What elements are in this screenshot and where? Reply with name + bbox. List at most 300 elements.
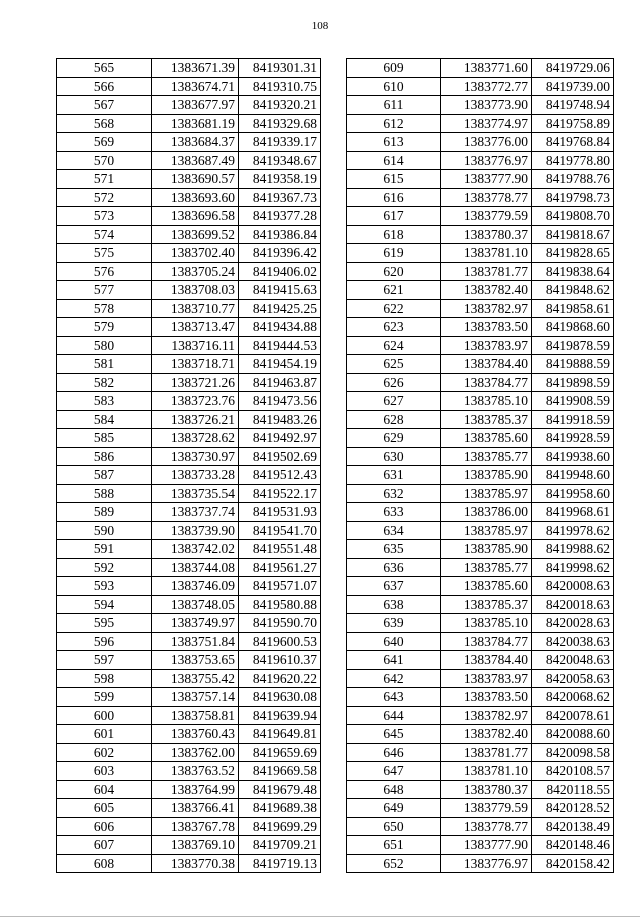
table-row xyxy=(57,392,321,411)
point-number-cell: 581 xyxy=(57,355,152,374)
point-number-cell: 591 xyxy=(57,540,152,559)
y-coordinate-cell: 8419908.59 xyxy=(532,392,614,411)
y-coordinate-cell: 8419386.84 xyxy=(239,225,321,244)
point-number-cell: 569 xyxy=(57,133,152,152)
point-number-cell: 579 xyxy=(57,318,152,337)
x-coordinate-cell: 1383776.97 xyxy=(441,151,532,170)
y-coordinate-cell: 8419659.69 xyxy=(239,743,321,762)
table-row xyxy=(347,225,614,244)
table-row xyxy=(57,817,321,836)
y-coordinate-cell: 8419758.89 xyxy=(532,114,614,133)
x-coordinate-cell: 1383785.37 xyxy=(441,595,532,614)
table-row xyxy=(57,540,321,559)
table-row xyxy=(347,540,614,559)
x-coordinate-cell: 1383784.40 xyxy=(441,355,532,374)
y-coordinate-cell: 8419669.58 xyxy=(239,762,321,781)
y-coordinate-cell: 8419958.60 xyxy=(532,484,614,503)
x-coordinate-cell: 1383744.08 xyxy=(152,558,239,577)
y-coordinate-cell: 8420028.63 xyxy=(532,614,614,633)
table-row xyxy=(347,466,614,485)
point-number-cell: 641 xyxy=(347,651,441,670)
point-number-cell: 647 xyxy=(347,762,441,781)
x-coordinate-cell: 1383687.49 xyxy=(152,151,239,170)
y-coordinate-cell: 8420088.60 xyxy=(532,725,614,744)
table-row xyxy=(347,281,614,300)
table-row xyxy=(57,669,321,688)
point-number-cell: 638 xyxy=(347,595,441,614)
x-coordinate-cell: 1383784.40 xyxy=(441,651,532,670)
y-coordinate-cell: 8419571.07 xyxy=(239,577,321,596)
x-coordinate-cell: 1383784.77 xyxy=(441,632,532,651)
x-coordinate-cell: 1383726.21 xyxy=(152,410,239,429)
x-coordinate-cell: 1383681.19 xyxy=(152,114,239,133)
point-number-cell: 649 xyxy=(347,799,441,818)
x-coordinate-cell: 1383696.58 xyxy=(152,207,239,226)
x-coordinate-cell: 1383782.40 xyxy=(441,725,532,744)
y-coordinate-cell: 8419848.62 xyxy=(532,281,614,300)
x-coordinate-cell: 1383748.05 xyxy=(152,595,239,614)
table-row xyxy=(347,447,614,466)
y-coordinate-cell: 8419620.22 xyxy=(239,669,321,688)
x-coordinate-cell: 1383766.41 xyxy=(152,799,239,818)
table-row xyxy=(57,743,321,762)
y-coordinate-cell: 8420078.61 xyxy=(532,706,614,725)
coordinate-table-body xyxy=(347,59,614,873)
table-row xyxy=(347,780,614,799)
table-row xyxy=(347,114,614,133)
y-coordinate-cell: 8419444.53 xyxy=(239,336,321,355)
point-number-cell: 577 xyxy=(57,281,152,300)
y-coordinate-cell: 8419512.43 xyxy=(239,466,321,485)
y-coordinate-cell: 8419699.29 xyxy=(239,817,321,836)
table-row xyxy=(347,836,614,855)
table-row xyxy=(57,577,321,596)
x-coordinate-cell: 1383783.50 xyxy=(441,688,532,707)
point-number-cell: 571 xyxy=(57,170,152,189)
table-row xyxy=(57,466,321,485)
point-number-cell: 587 xyxy=(57,466,152,485)
table-row xyxy=(57,854,321,873)
y-coordinate-cell: 8419541.70 xyxy=(239,521,321,540)
table-row xyxy=(57,318,321,337)
y-coordinate-cell: 8419798.73 xyxy=(532,188,614,207)
table-row xyxy=(347,96,614,115)
table-row xyxy=(57,799,321,818)
point-number-cell: 575 xyxy=(57,244,152,263)
y-coordinate-cell: 8419998.62 xyxy=(532,558,614,577)
y-coordinate-cell: 8419358.19 xyxy=(239,170,321,189)
point-number-cell: 573 xyxy=(57,207,152,226)
table-row xyxy=(57,595,321,614)
point-number-cell: 590 xyxy=(57,521,152,540)
x-coordinate-cell: 1383783.97 xyxy=(441,336,532,355)
table-row xyxy=(57,336,321,355)
x-coordinate-cell: 1383762.00 xyxy=(152,743,239,762)
y-coordinate-cell: 8420128.52 xyxy=(532,799,614,818)
y-coordinate-cell: 8419768.84 xyxy=(532,133,614,152)
table-row xyxy=(347,318,614,337)
point-number-cell: 651 xyxy=(347,836,441,855)
coordinate-table-right xyxy=(346,58,614,873)
x-coordinate-cell: 1383757.14 xyxy=(152,688,239,707)
y-coordinate-cell: 8419719.13 xyxy=(239,854,321,873)
x-coordinate-cell: 1383777.90 xyxy=(441,170,532,189)
point-number-cell: 622 xyxy=(347,299,441,318)
table-row xyxy=(57,114,321,133)
table-row xyxy=(347,59,614,78)
y-coordinate-cell: 8419898.59 xyxy=(532,373,614,392)
table-row xyxy=(347,725,614,744)
point-number-cell: 598 xyxy=(57,669,152,688)
table-row xyxy=(347,244,614,263)
table-row xyxy=(57,503,321,522)
point-number-cell: 646 xyxy=(347,743,441,762)
point-number-cell: 618 xyxy=(347,225,441,244)
point-number-cell: 578 xyxy=(57,299,152,318)
y-coordinate-cell: 8419406.02 xyxy=(239,262,321,281)
y-coordinate-cell: 8419531.93 xyxy=(239,503,321,522)
x-coordinate-cell: 1383773.90 xyxy=(441,96,532,115)
x-coordinate-cell: 1383769.10 xyxy=(152,836,239,855)
point-number-cell: 611 xyxy=(347,96,441,115)
point-number-cell: 625 xyxy=(347,355,441,374)
point-number-cell: 589 xyxy=(57,503,152,522)
point-number-cell: 610 xyxy=(347,77,441,96)
point-number-cell: 603 xyxy=(57,762,152,781)
y-coordinate-cell: 8419649.81 xyxy=(239,725,321,744)
x-coordinate-cell: 1383721.26 xyxy=(152,373,239,392)
x-coordinate-cell: 1383780.37 xyxy=(441,780,532,799)
y-coordinate-cell: 8419377.28 xyxy=(239,207,321,226)
point-number-cell: 568 xyxy=(57,114,152,133)
point-number-cell: 629 xyxy=(347,429,441,448)
x-coordinate-cell: 1383749.97 xyxy=(152,614,239,633)
y-coordinate-cell: 8420048.63 xyxy=(532,651,614,670)
point-number-cell: 640 xyxy=(347,632,441,651)
y-coordinate-cell: 8420148.46 xyxy=(532,836,614,855)
y-coordinate-cell: 8419739.00 xyxy=(532,77,614,96)
table-row xyxy=(57,725,321,744)
table-row xyxy=(57,614,321,633)
y-coordinate-cell: 8420118.55 xyxy=(532,780,614,799)
point-number-cell: 604 xyxy=(57,780,152,799)
y-coordinate-cell: 8419918.59 xyxy=(532,410,614,429)
x-coordinate-cell: 1383737.74 xyxy=(152,503,239,522)
point-number-cell: 588 xyxy=(57,484,152,503)
point-number-cell: 594 xyxy=(57,595,152,614)
x-coordinate-cell: 1383785.90 xyxy=(441,466,532,485)
table-row xyxy=(57,355,321,374)
table-row xyxy=(57,77,321,96)
x-coordinate-cell: 1383684.37 xyxy=(152,133,239,152)
x-coordinate-cell: 1383774.97 xyxy=(441,114,532,133)
x-coordinate-cell: 1383671.39 xyxy=(152,59,239,78)
point-number-cell: 606 xyxy=(57,817,152,836)
table-row xyxy=(347,151,614,170)
x-coordinate-cell: 1383710.77 xyxy=(152,299,239,318)
x-coordinate-cell: 1383785.60 xyxy=(441,429,532,448)
point-number-cell: 631 xyxy=(347,466,441,485)
point-number-cell: 599 xyxy=(57,688,152,707)
x-coordinate-cell: 1383785.90 xyxy=(441,540,532,559)
y-coordinate-cell: 8419580.88 xyxy=(239,595,321,614)
point-number-cell: 576 xyxy=(57,262,152,281)
x-coordinate-cell: 1383781.77 xyxy=(441,743,532,762)
point-number-cell: 643 xyxy=(347,688,441,707)
point-number-cell: 574 xyxy=(57,225,152,244)
x-coordinate-cell: 1383755.42 xyxy=(152,669,239,688)
table-row xyxy=(347,688,614,707)
y-coordinate-cell: 8419463.87 xyxy=(239,373,321,392)
table-row xyxy=(347,503,614,522)
point-number-cell: 567 xyxy=(57,96,152,115)
table-row xyxy=(347,170,614,189)
table-row xyxy=(347,669,614,688)
table-row xyxy=(347,577,614,596)
table-row xyxy=(347,595,614,614)
table-row xyxy=(347,558,614,577)
point-number-cell: 592 xyxy=(57,558,152,577)
x-coordinate-cell: 1383781.10 xyxy=(441,244,532,263)
y-coordinate-cell: 8419988.62 xyxy=(532,540,614,559)
y-coordinate-cell: 8420018.63 xyxy=(532,595,614,614)
table-row xyxy=(57,59,321,78)
point-number-cell: 624 xyxy=(347,336,441,355)
x-coordinate-cell: 1383674.71 xyxy=(152,77,239,96)
point-number-cell: 620 xyxy=(347,262,441,281)
y-coordinate-cell: 8419868.60 xyxy=(532,318,614,337)
table-row xyxy=(57,373,321,392)
y-coordinate-cell: 8419502.69 xyxy=(239,447,321,466)
point-number-cell: 652 xyxy=(347,854,441,873)
y-coordinate-cell: 8420008.63 xyxy=(532,577,614,596)
x-coordinate-cell: 1383779.59 xyxy=(441,207,532,226)
table-row xyxy=(57,688,321,707)
y-coordinate-cell: 8419348.67 xyxy=(239,151,321,170)
x-coordinate-cell: 1383785.77 xyxy=(441,558,532,577)
coordinate-table-body xyxy=(57,59,321,873)
x-coordinate-cell: 1383785.97 xyxy=(441,484,532,503)
x-coordinate-cell: 1383781.77 xyxy=(441,262,532,281)
table-row xyxy=(347,817,614,836)
table-row xyxy=(347,77,614,96)
y-coordinate-cell: 8419639.94 xyxy=(239,706,321,725)
x-coordinate-cell: 1383771.60 xyxy=(441,59,532,78)
x-coordinate-cell: 1383730.97 xyxy=(152,447,239,466)
point-number-cell: 566 xyxy=(57,77,152,96)
x-coordinate-cell: 1383776.00 xyxy=(441,133,532,152)
table-row xyxy=(347,262,614,281)
point-number-cell: 565 xyxy=(57,59,152,78)
x-coordinate-cell: 1383785.10 xyxy=(441,614,532,633)
point-number-cell: 621 xyxy=(347,281,441,300)
x-coordinate-cell: 1383782.97 xyxy=(441,299,532,318)
y-coordinate-cell: 8419778.80 xyxy=(532,151,614,170)
y-coordinate-cell: 8419425.25 xyxy=(239,299,321,318)
table-row xyxy=(57,262,321,281)
point-number-cell: 600 xyxy=(57,706,152,725)
y-coordinate-cell: 8420108.57 xyxy=(532,762,614,781)
table-row xyxy=(57,170,321,189)
point-number-cell: 630 xyxy=(347,447,441,466)
table-row xyxy=(57,151,321,170)
y-coordinate-cell: 8419600.53 xyxy=(239,632,321,651)
y-coordinate-cell: 8419590.70 xyxy=(239,614,321,633)
x-coordinate-cell: 1383778.77 xyxy=(441,817,532,836)
x-coordinate-cell: 1383785.10 xyxy=(441,392,532,411)
y-coordinate-cell: 8419818.67 xyxy=(532,225,614,244)
y-coordinate-cell: 8419561.27 xyxy=(239,558,321,577)
x-coordinate-cell: 1383783.97 xyxy=(441,669,532,688)
x-coordinate-cell: 1383733.28 xyxy=(152,466,239,485)
point-number-cell: 605 xyxy=(57,799,152,818)
y-coordinate-cell: 8419838.64 xyxy=(532,262,614,281)
x-coordinate-cell: 1383776.97 xyxy=(441,854,532,873)
x-coordinate-cell: 1383785.37 xyxy=(441,410,532,429)
x-coordinate-cell: 1383760.43 xyxy=(152,725,239,744)
x-coordinate-cell: 1383677.97 xyxy=(152,96,239,115)
y-coordinate-cell: 8419301.31 xyxy=(239,59,321,78)
page-number: 108 xyxy=(311,20,329,32)
point-number-cell: 628 xyxy=(347,410,441,429)
y-coordinate-cell: 8419367.73 xyxy=(239,188,321,207)
x-coordinate-cell: 1383777.90 xyxy=(441,836,532,855)
y-coordinate-cell: 8419938.60 xyxy=(532,447,614,466)
table-row xyxy=(347,484,614,503)
x-coordinate-cell: 1383746.09 xyxy=(152,577,239,596)
x-coordinate-cell: 1383690.57 xyxy=(152,170,239,189)
x-coordinate-cell: 1383782.40 xyxy=(441,281,532,300)
y-coordinate-cell: 8419610.37 xyxy=(239,651,321,670)
point-number-cell: 572 xyxy=(57,188,152,207)
y-coordinate-cell: 8419679.48 xyxy=(239,780,321,799)
y-coordinate-cell: 8419888.59 xyxy=(532,355,614,374)
table-row xyxy=(347,614,614,633)
y-coordinate-cell: 8419415.63 xyxy=(239,281,321,300)
y-coordinate-cell: 8419729.06 xyxy=(532,59,614,78)
table-row xyxy=(347,133,614,152)
point-number-cell: 595 xyxy=(57,614,152,633)
x-coordinate-cell: 1383708.03 xyxy=(152,281,239,300)
table-row xyxy=(57,410,321,429)
point-number-cell: 644 xyxy=(347,706,441,725)
point-number-cell: 648 xyxy=(347,780,441,799)
y-coordinate-cell: 8419968.61 xyxy=(532,503,614,522)
table-row xyxy=(347,373,614,392)
table-row xyxy=(347,854,614,873)
point-number-cell: 580 xyxy=(57,336,152,355)
y-coordinate-cell: 8419522.17 xyxy=(239,484,321,503)
y-coordinate-cell: 8419948.60 xyxy=(532,466,614,485)
point-number-cell: 613 xyxy=(347,133,441,152)
x-coordinate-cell: 1383735.54 xyxy=(152,484,239,503)
y-coordinate-cell: 8419828.65 xyxy=(532,244,614,263)
point-number-cell: 627 xyxy=(347,392,441,411)
point-number-cell: 602 xyxy=(57,743,152,762)
point-number-cell: 612 xyxy=(347,114,441,133)
point-number-cell: 601 xyxy=(57,725,152,744)
point-number-cell: 650 xyxy=(347,817,441,836)
table-row xyxy=(57,188,321,207)
point-number-cell: 614 xyxy=(347,151,441,170)
x-coordinate-cell: 1383785.77 xyxy=(441,447,532,466)
x-coordinate-cell: 1383763.52 xyxy=(152,762,239,781)
y-coordinate-cell: 8419339.17 xyxy=(239,133,321,152)
point-number-cell: 619 xyxy=(347,244,441,263)
y-coordinate-cell: 8419492.97 xyxy=(239,429,321,448)
x-coordinate-cell: 1383699.52 xyxy=(152,225,239,244)
y-coordinate-cell: 8420098.58 xyxy=(532,743,614,762)
y-coordinate-cell: 8419689.38 xyxy=(239,799,321,818)
table-row xyxy=(347,299,614,318)
point-number-cell: 586 xyxy=(57,447,152,466)
y-coordinate-cell: 8419396.42 xyxy=(239,244,321,263)
table-row xyxy=(347,651,614,670)
x-coordinate-cell: 1383693.60 xyxy=(152,188,239,207)
x-coordinate-cell: 1383784.77 xyxy=(441,373,532,392)
point-number-cell: 642 xyxy=(347,669,441,688)
table-row xyxy=(57,836,321,855)
point-number-cell: 632 xyxy=(347,484,441,503)
table-row xyxy=(57,558,321,577)
y-coordinate-cell: 8419320.21 xyxy=(239,96,321,115)
x-coordinate-cell: 1383728.62 xyxy=(152,429,239,448)
y-coordinate-cell: 8419310.75 xyxy=(239,77,321,96)
x-coordinate-cell: 1383778.77 xyxy=(441,188,532,207)
table-row xyxy=(57,762,321,781)
y-coordinate-cell: 8419878.59 xyxy=(532,336,614,355)
x-coordinate-cell: 1383770.38 xyxy=(152,854,239,873)
point-number-cell: 645 xyxy=(347,725,441,744)
x-coordinate-cell: 1383753.65 xyxy=(152,651,239,670)
y-coordinate-cell: 8419928.59 xyxy=(532,429,614,448)
x-coordinate-cell: 1383772.77 xyxy=(441,77,532,96)
x-coordinate-cell: 1383782.97 xyxy=(441,706,532,725)
table-row xyxy=(57,225,321,244)
x-coordinate-cell: 1383758.81 xyxy=(152,706,239,725)
table-row xyxy=(347,799,614,818)
point-number-cell: 570 xyxy=(57,151,152,170)
table-row xyxy=(57,632,321,651)
y-coordinate-cell: 8420068.62 xyxy=(532,688,614,707)
table-row xyxy=(57,484,321,503)
x-coordinate-cell: 1383780.37 xyxy=(441,225,532,244)
table-row xyxy=(57,706,321,725)
y-coordinate-cell: 8419709.21 xyxy=(239,836,321,855)
table-row xyxy=(347,521,614,540)
y-coordinate-cell: 8419978.62 xyxy=(532,521,614,540)
x-coordinate-cell: 1383705.24 xyxy=(152,262,239,281)
y-coordinate-cell: 8420138.49 xyxy=(532,817,614,836)
x-coordinate-cell: 1383779.59 xyxy=(441,799,532,818)
x-coordinate-cell: 1383781.10 xyxy=(441,762,532,781)
table-row xyxy=(347,762,614,781)
y-coordinate-cell: 8419748.94 xyxy=(532,96,614,115)
table-row xyxy=(57,207,321,226)
coordinate-table-left xyxy=(56,58,321,873)
table-row xyxy=(57,429,321,448)
y-coordinate-cell: 8419329.68 xyxy=(239,114,321,133)
point-number-cell: 616 xyxy=(347,188,441,207)
y-coordinate-cell: 8420058.63 xyxy=(532,669,614,688)
point-number-cell: 634 xyxy=(347,521,441,540)
point-number-cell: 582 xyxy=(57,373,152,392)
x-coordinate-cell: 1383785.60 xyxy=(441,577,532,596)
point-number-cell: 607 xyxy=(57,836,152,855)
y-coordinate-cell: 8420038.63 xyxy=(532,632,614,651)
y-coordinate-cell: 8419788.76 xyxy=(532,170,614,189)
table-row xyxy=(347,188,614,207)
